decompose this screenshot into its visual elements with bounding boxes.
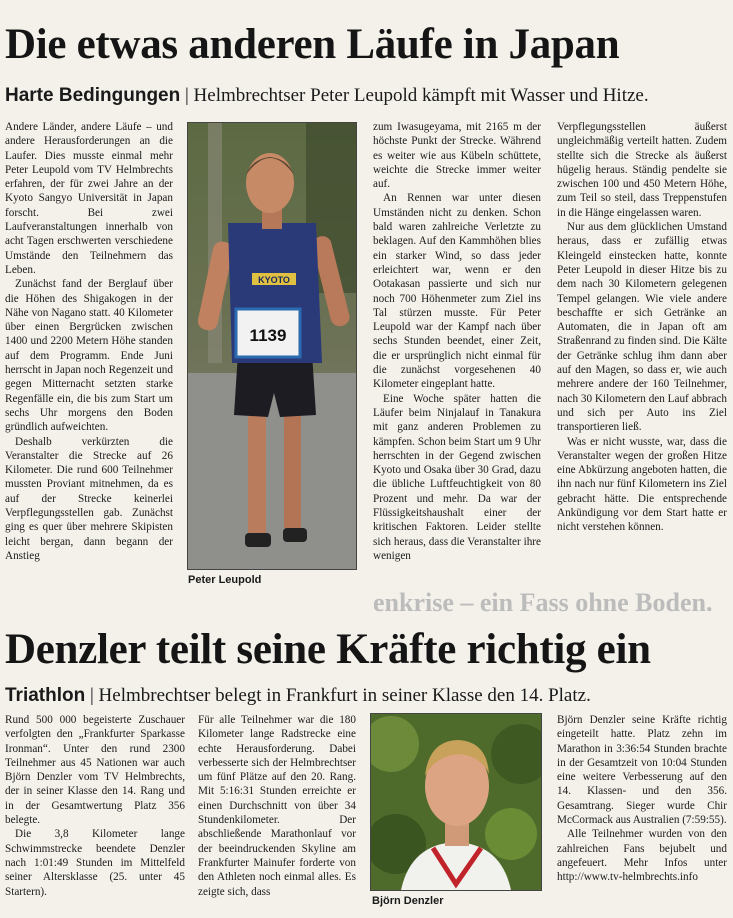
bib-number: 1139 xyxy=(249,326,287,345)
article2-subhead xyxy=(5,685,591,707)
paragraph: zum Iwasugeyama, mit 2165 m der höchste Punkt der Strecke. Während es weiter wie aus Kübeln schüttete, weichte die Strecke immer weiter auf. xyxy=(373,121,541,191)
bleed-through-text: enkrise – ein Fass ohne Boden. xyxy=(373,588,713,617)
article1-column-3 xyxy=(373,120,541,588)
portrait-illustration xyxy=(371,714,541,890)
paragraph: An Rennen war unter diesen Umständen nicht zu denken. Schon bald waren zahlreiche Verletzte zu beklagen. Auf den Kammhöhen blies ein starker Wind, so dass jeder erleichtert war, wenn er den Ootakasan passierte und sich nur noch 700 Höhenmeter zum Ziel ins Tal stürzen musste. Für Peter Leupold war der Kampf nach über sechs Stunden beendet, einer Zeit, die er ursprünglich nicht einmal für die zunächst vorgesehenen 40 Kilometer eingeplant hatte. xyxy=(373,192,541,391)
article1-separator: | xyxy=(180,85,194,106)
article1-headline: Die etwas anderen Läufe in Japan xyxy=(5,21,620,68)
paragraph: Was er nicht wusste, war, dass die Veranstalter wegen der großen Hitze eine Abkürzung angeboten hatten, die ihn nach nur fünf Kilometern ins Ziel gebracht hätte. Die entsprechende Ankündigung vor dem Start hatte er nicht verstehen können. xyxy=(557,435,727,534)
paragraph: Andere Länder, andere Läufe – und andere Herausforderungen an die Laufer. Dies musste einmal mehr Peter Leupold vom TV Helmbrechts erfahren, der für zwei Jahre an der Kyoto Sangyo Universität in Japan forscht. Bei zwei Laufveranstaltungen innerhalb von acht Tagen erschwerten verschiedene Umstände den Teilnehmern das Leben. xyxy=(5,121,173,276)
article2-kicker: Triathlon xyxy=(5,685,86,706)
portrait-photo xyxy=(370,713,542,891)
article2-headline: Denzler teilt seine Kräfte richtig ein xyxy=(5,626,651,673)
article2-separator: | xyxy=(85,685,99,706)
runner-illustration xyxy=(188,123,356,569)
paragraph: Eine Woche später hatten die Läufer beim Ninjalauf in Tanakura mit ganz anderen Problemen zu kämpfen. Schon beim Start um 9 Uhr herrschten in der Gegend zwischen Kyoto und Osaka über 30 Grad, dazu die übliche Luftfeuchtigkeit von 80 Prozent und mehr. Da war der Flüssigkeitshaushalt einer der kritischen Faktoren. Leider stellte sich heraus, dass die Veranstalter ihre wenigen xyxy=(373,392,541,562)
paragraph: Rund 500 000 begeisterte Zuschauer verfolgten den „Frankfurter Sparkasse Ironman“. Unter den rund 2300 Teilnehmer aus 45 Nationen war auch Björn Denzler vom TV Helmbrechts, der in seiner Klasse den 14. Rang und in der Gesamtwertung Platz 356 belegte. xyxy=(5,714,185,827)
runner-photo xyxy=(187,122,357,570)
article1-photo-caption: Peter Leupold xyxy=(188,574,262,586)
paragraph: Verpflegungsstellen äußerst ungleichmäßig verteilt hatten. Zudem stellte sich die Strecke als äußerst hügelig heraus. Ständig pendelte sie zwischen 100 und 450 Metern Höhe, zum Teil so steil, dass Treppenstufen in die Hänge eingelassen waren. xyxy=(557,121,727,219)
paragraph: Nur aus dem glücklichen Umstand heraus, dass er zufällig etwas Kleingeld einstecken hatte, konnte Peter Leupold in dieser Hitze bis zu dem nach 30 Kilometern gelegenen Tempel gelangen. Wie viele andere beschaffte er sich Getränke an Automaten, die in Japan oft am Straßenrand zu finden sind. Die Kälte der Getränke schlug ihm dann aber auf den Magen, so dass er, wie auch mehrere andere der 160 Teilnehmer, nach 30 Kilometern den Lauf abbrach und sich per Auto ins Ziel transportieren ließ. xyxy=(557,221,727,434)
article2-subhead-text: Helmbrechtser belegt in Frankfurt in seiner Klasse den 14. Platz. xyxy=(98,685,591,706)
article2-photo-caption: Björn Denzler xyxy=(372,895,444,907)
article1-subhead-text: Helmbrechtser Peter Leupold kämpft mit Wasser und Hitze. xyxy=(193,85,649,106)
shirt-print: KYOTO xyxy=(258,275,290,285)
paragraph: Zunächst fand der Berglauf über die Höhen des Shigakogen in der Nähe von Nagano statt. 40 Kilometer über einen Bergrücken zwischen 1400 und 2200 Metern Höhe standen auf dem Programm. Ende Juni herrscht in Japan noch Regenzeit und gegen Mitternacht setzten starke Regenfälle ein, die bis zum Start um sechs Uhr morgens den Boden gründlich aufweichten. xyxy=(5,278,173,434)
paragraph: Deshalb verkürzten die Veranstalter die Strecke auf 26 Kilometer. Die rund 600 Teilnehmer mussten Proviant mitnehmen, da es auf der Strecke keinerlei Verpflegungsstellen gab. Zunächst ging es quer über mehrere Skipisten leicht bergan, dann begann der Anstieg xyxy=(5,435,173,562)
article1-subhead xyxy=(5,85,649,107)
article1-column-1 xyxy=(5,120,173,588)
article2-column-2 xyxy=(198,713,356,913)
paragraph: Für alle Teilnehmer war die 180 Kilometer lange Radstrecke eine echte Herausforderung. Dabei verbesserte sich der Helmbrechtser um fünf Plätze auf den 20. Rang. Mit 5:16:31 Stunden erreichte er einen Durchschnitt von über 34 Stundenkilometer. Der abschließende Marathonlauf vor der beeindruckenden Skyline am Frankfurter Mainufer forderte von den Athleten noch einmal alles. Es zeigte sich, dass xyxy=(198,714,356,898)
paragraph: Alle Teilnehmer wurden von den zahlreichen Fans bejubelt und angefeuert. Mehr Infos unter http://www.tv-helmbrechts.info xyxy=(557,828,727,884)
article2-column-4 xyxy=(557,713,727,913)
paragraph: Björn Denzler seine Kräfte richtig eingeteilt hatte. Platz zehn im Marathon in 3:36:54 Stunden brachte in der Gesamtzeit von 10:04 Stunden eine weitere Verbesserung auf den 14. Klassen- und den 356. Gesamtrang. Sieger wurde Chir McCormack aus Australien (7:59:55). xyxy=(557,714,727,827)
paragraph: Die 3,8 Kilometer lange Schwimmstrecke beendete Denzler nach 1:01:49 Stunden im Mittelfeld seiner Altersklasse (25. unter 45 Startern). xyxy=(5,828,185,898)
article2-column-1 xyxy=(5,713,185,913)
article1-column-4 xyxy=(557,120,727,588)
article1-kicker: Harte Bedingungen xyxy=(5,85,181,106)
